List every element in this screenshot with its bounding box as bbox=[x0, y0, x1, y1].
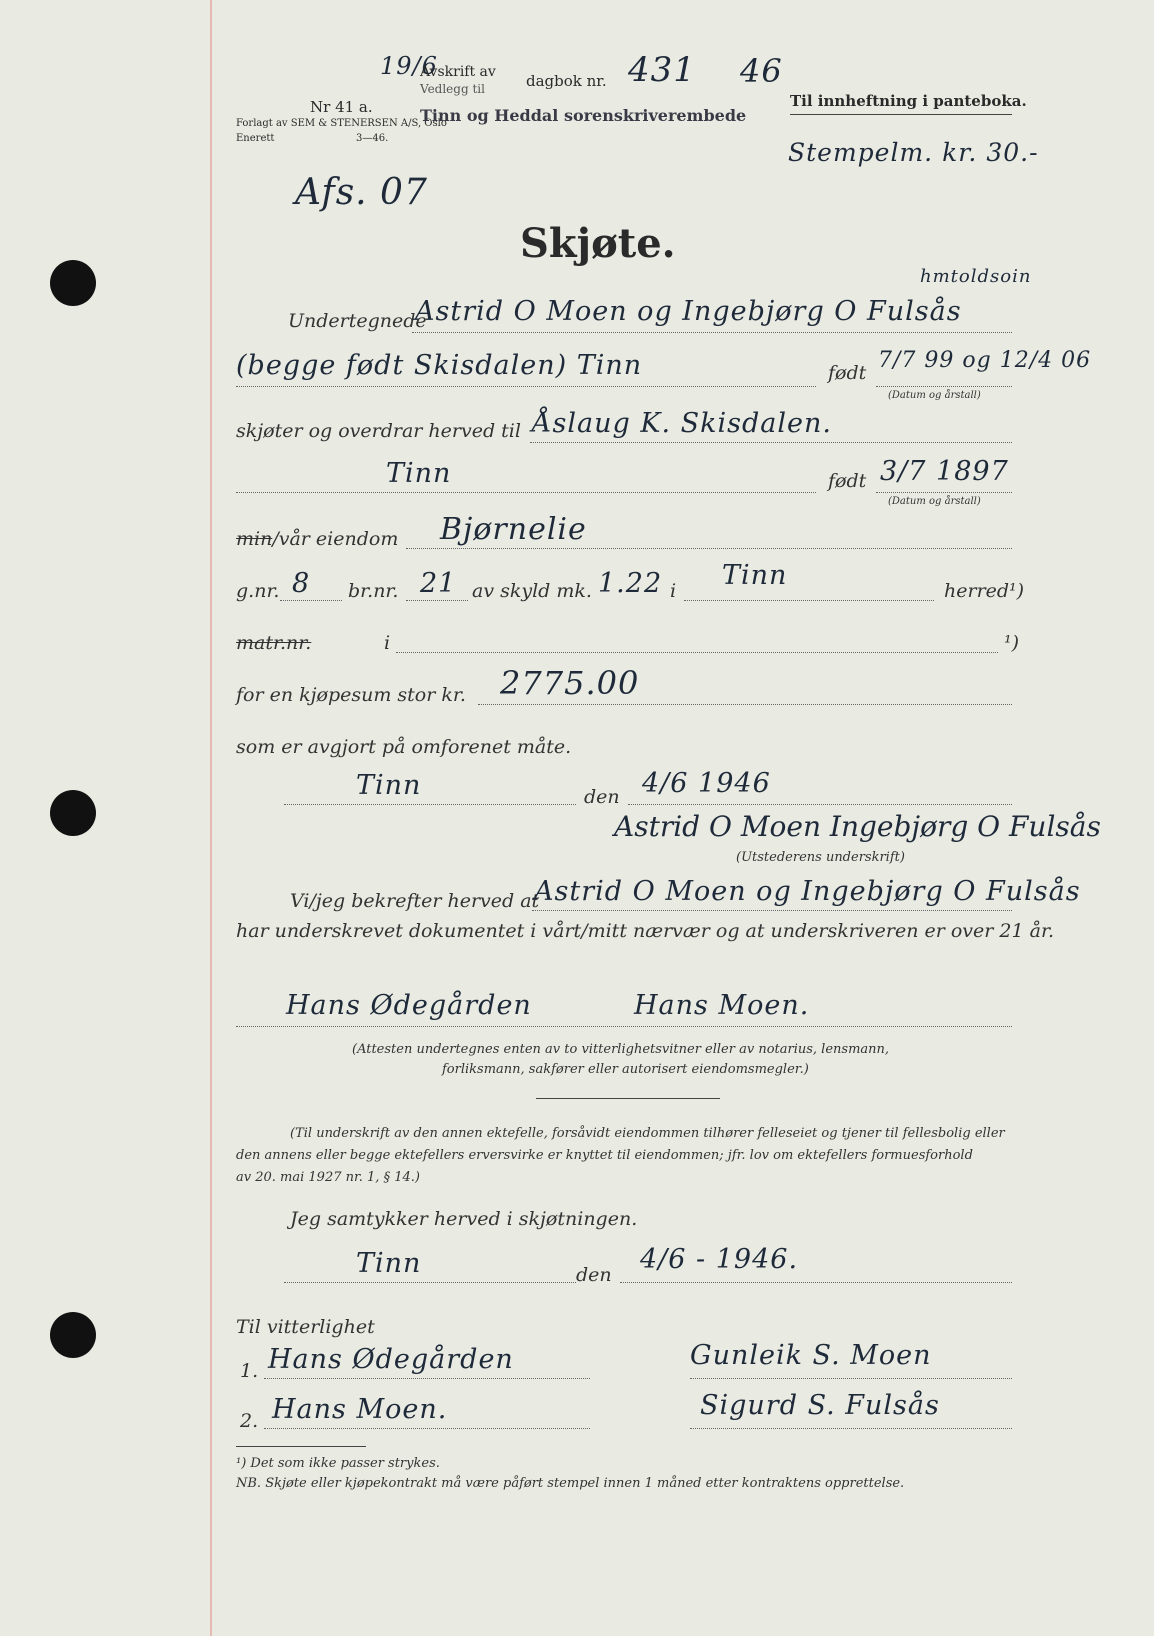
date-caption: (Datum og årstall) bbox=[888, 496, 981, 507]
fill-line bbox=[236, 492, 816, 493]
document-title: Skjøte. bbox=[520, 220, 676, 267]
herred-label: herred¹) bbox=[944, 580, 1025, 602]
fill-line bbox=[236, 386, 816, 387]
consent-place: Tinn bbox=[356, 1248, 422, 1279]
grantor-signatures: Astrid O Moen Ingebjørg O Fulsås bbox=[614, 810, 1101, 843]
form-edition: 3—46. bbox=[356, 133, 389, 144]
margin-note: Afs. 07 bbox=[295, 172, 428, 213]
fill-line bbox=[478, 704, 1012, 705]
fill-line bbox=[684, 600, 934, 601]
fill-line bbox=[690, 1378, 1012, 1379]
attested-persons: Astrid O Moen og Ingebjørg O Fulsås bbox=[534, 876, 1081, 907]
attestation-witness2: Hans Moen. bbox=[634, 990, 810, 1021]
fill-line bbox=[264, 1428, 590, 1429]
stamp-fee: Stempelm. kr. 30.- bbox=[788, 138, 1039, 167]
fill-line bbox=[264, 1378, 590, 1379]
attestation-line1: Vi/jeg bekrefter herved at bbox=[290, 890, 540, 912]
brnr-value: 21 bbox=[420, 568, 457, 599]
gnr-label: g.nr. bbox=[236, 580, 280, 602]
witness-number-2: 2. bbox=[240, 1410, 259, 1432]
fill-line bbox=[620, 1282, 1012, 1283]
property-name: Bjørnelie bbox=[440, 512, 587, 547]
transfer-label: skjøter og overdrar herved til bbox=[236, 420, 521, 442]
skyld-value: 1.22 bbox=[598, 568, 663, 599]
daybook-year: 46 bbox=[740, 52, 783, 90]
settled-text: som er avgjort på omforenet måte. bbox=[236, 736, 572, 758]
spouse-note3: av 20. mai 1927 nr. 1, § 14.) bbox=[236, 1170, 420, 1185]
divider bbox=[790, 114, 1012, 115]
fill-line bbox=[532, 910, 1012, 911]
grantor-born-label: født bbox=[828, 362, 867, 384]
struck-min: min bbox=[236, 528, 273, 550]
buyer-born-label: født bbox=[828, 470, 867, 492]
fill-line bbox=[690, 1428, 1012, 1429]
fill-line bbox=[284, 804, 576, 805]
property-label bbox=[236, 528, 398, 550]
witness-1: Hans Ødegården bbox=[268, 1344, 514, 1375]
signing-den: den bbox=[584, 786, 620, 808]
fill-line bbox=[406, 548, 1012, 549]
attestation-witness1: Hans Ødegården bbox=[286, 990, 532, 1021]
matr-in: i bbox=[384, 632, 391, 654]
print-label: Vedlegg til bbox=[420, 82, 485, 96]
price-amount: 2775.00 bbox=[500, 664, 640, 702]
witness-number-1: 1. bbox=[240, 1360, 259, 1382]
buyer-place: Tinn bbox=[386, 458, 452, 489]
fill-line bbox=[280, 600, 342, 601]
punch-hole bbox=[50, 790, 96, 836]
signing-date: 4/6 1946 bbox=[642, 768, 771, 799]
daybook-label: dagbok nr. bbox=[526, 72, 607, 90]
signature-caption: (Utstederens underskrift) bbox=[736, 850, 905, 865]
fill-line bbox=[530, 442, 1012, 443]
fill-line bbox=[406, 600, 468, 601]
witness-2: Hans Moen. bbox=[272, 1394, 448, 1425]
binding-note: Til innheftning i panteboka. bbox=[790, 92, 1027, 110]
punch-hole bbox=[50, 260, 96, 306]
fill-line bbox=[236, 1026, 1012, 1027]
matr-label: matr.nr. bbox=[236, 632, 312, 654]
fill-line bbox=[284, 1282, 576, 1283]
municipality: Tinn bbox=[722, 560, 788, 591]
skyld-label: av skyld mk. bbox=[472, 580, 592, 602]
form-number: Nr 41 a. bbox=[310, 98, 373, 116]
attestation-note2: forliksmann, sakfører eller autorisert eiendomsmegler.) bbox=[442, 1062, 809, 1077]
fill-line bbox=[412, 332, 1012, 333]
consent-den: den bbox=[576, 1264, 612, 1286]
buyer-name: Åslaug K. Skisdalen. bbox=[532, 408, 832, 439]
buyer-born: 3/7 1897 bbox=[880, 456, 1009, 487]
exclusive-rights: Enerett bbox=[236, 133, 275, 144]
spouse-signature-2: Sigurd S. Fulsås bbox=[700, 1390, 940, 1421]
fill-line bbox=[876, 386, 1012, 387]
office-stamp: Tinn og Heddal sorenskriverembede bbox=[420, 106, 747, 125]
handwritten-date: 19/6 bbox=[380, 52, 438, 80]
footnote-1: ¹) Det som ikke passer strykes. bbox=[236, 1456, 440, 1471]
property-label-text: /vår eiendom bbox=[272, 528, 399, 550]
consent-text: Jeg samtykker herved i skjøtningen. bbox=[290, 1208, 638, 1230]
spouse-signature-1: Gunleik S. Moen bbox=[690, 1340, 932, 1371]
punch-hole bbox=[50, 1312, 96, 1358]
publisher: Forlagt av SEM & STENERSEN A/S, Oslo bbox=[236, 118, 447, 129]
grantor-addendum: hmtoldsoin bbox=[920, 266, 1032, 287]
gnr-value: 8 bbox=[292, 568, 311, 599]
divider bbox=[536, 1098, 720, 1099]
signing-place: Tinn bbox=[356, 770, 422, 801]
grantors-label: Undertegnede bbox=[288, 310, 427, 332]
grantor-born: 7/7 99 og 12/4 06 bbox=[878, 348, 1092, 373]
fill-line bbox=[628, 804, 1012, 805]
spouse-note2: den annens eller begge ektefellers erversvirke er knyttet til eiendommen; jfr. lov om ektefellers formuesforhold bbox=[236, 1148, 973, 1163]
daybook-number: 431 bbox=[628, 50, 696, 90]
excerpt-label: Avskrift av bbox=[420, 64, 496, 80]
date-caption: (Datum og årstall) bbox=[888, 390, 981, 401]
attestation-note1: (Attesten undertegnes enten av to vitterlighetsvitner eller av notarius, lensmann, bbox=[352, 1042, 890, 1057]
attestation-line2: har underskrevet dokumentet i vårt/mitt nærvær og at underskriveren er over 21 år. bbox=[236, 920, 1054, 942]
margin-line bbox=[210, 0, 212, 1636]
fill-line bbox=[876, 492, 1012, 493]
footnote-2: NB. Skjøte eller kjøpekontrakt må være påført stempel innen 1 måned etter kontraktens opprettelse. bbox=[236, 1476, 905, 1491]
fill-line bbox=[396, 652, 998, 653]
grantor-names: Astrid O Moen og Ingebjørg O Fulsås bbox=[415, 296, 962, 327]
in-label: i bbox=[670, 580, 677, 602]
price-label: for en kjøpesum stor kr. bbox=[236, 684, 466, 706]
witness-label: Til vitterlighet bbox=[236, 1316, 375, 1338]
brnr-label: br.nr. bbox=[348, 580, 399, 602]
consent-date: 4/6 - 1946. bbox=[640, 1244, 799, 1275]
matr-footnote: ¹) bbox=[1004, 632, 1020, 654]
spouse-note1: (Til underskrift av den annen ektefelle, forsåvidt eiendommen tilhører felleseiet og tjener til fellesbolig eller bbox=[290, 1126, 1005, 1141]
grantor-line2: (begge født Skisdalen) Tinn bbox=[236, 350, 643, 381]
divider bbox=[236, 1446, 366, 1447]
